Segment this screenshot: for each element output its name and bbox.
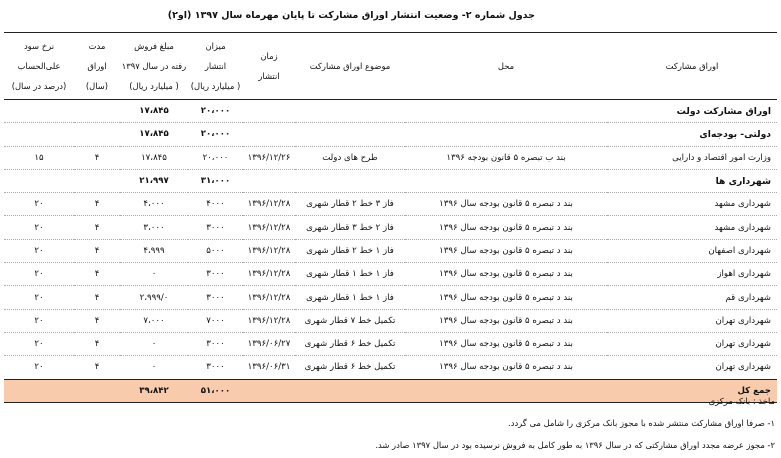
cell-name: شهرداری مشهد bbox=[607, 193, 777, 216]
cell-rate: ۲۰ bbox=[4, 286, 74, 309]
header-amount-line2: انتشار bbox=[204, 61, 227, 71]
table-row bbox=[4, 332, 777, 355]
total-rate bbox=[4, 379, 74, 402]
total-row bbox=[4, 379, 777, 402]
cell-rate: ۲۰ bbox=[4, 239, 74, 262]
cell-rate: ۲۰ bbox=[4, 332, 74, 355]
cell-subject: فاز ۱ خط ۱ قطار شهری bbox=[295, 286, 405, 309]
table-row bbox=[4, 263, 777, 286]
cell-rate: ۲۰ bbox=[4, 309, 74, 332]
cell-name: شهرداری قم bbox=[607, 286, 777, 309]
cell-location bbox=[405, 100, 607, 123]
cell-amount: ۴۰۰۰ bbox=[188, 193, 243, 216]
group-row bbox=[4, 123, 777, 146]
cell-amount: ۲۰،۰۰۰ bbox=[188, 100, 243, 123]
total-sales: ۳۹،۸۴۲ bbox=[120, 379, 188, 402]
cell-amount: ۲۰،۰۰۰ bbox=[188, 146, 243, 169]
cell-amount: ۳۰۰۰ bbox=[188, 356, 243, 379]
cell-amount: ۳۰۰۰ bbox=[188, 332, 243, 355]
header-sales-line3: ( میلیارد ریال) bbox=[129, 81, 179, 91]
header-term-line2: اوراق bbox=[87, 61, 107, 71]
group-row bbox=[4, 100, 777, 123]
cell-sales: ۳،۰۰۰ bbox=[120, 216, 188, 239]
header-row bbox=[4, 33, 777, 100]
cell-sales: ۷،۰۰۰ bbox=[120, 309, 188, 332]
header-term-line3: (سال) bbox=[85, 81, 109, 91]
cell-time: ۱۳۹۶/۱۲/۲۸ bbox=[243, 263, 295, 286]
cell-name: وزارت امور اقتصاد و دارایی bbox=[607, 146, 777, 169]
total-label: جمع کل bbox=[607, 379, 777, 402]
header-amount-line1: میزان bbox=[205, 41, 226, 51]
table-row bbox=[4, 286, 777, 309]
cell-term bbox=[74, 100, 120, 123]
table-body bbox=[4, 100, 777, 380]
cell-name: دولتی- بودجه‌ای bbox=[607, 123, 777, 146]
cell-sales: ۲۱،۹۹۷ bbox=[120, 169, 188, 192]
total-time bbox=[243, 379, 295, 402]
table-title: جدول شماره ۲- وضعیت انتشار اوراق مشارکت تا پایان مهرماه سال ۱۳۹۷ (او۲) bbox=[167, 10, 535, 21]
table-row bbox=[4, 309, 777, 332]
header-sales bbox=[120, 33, 188, 100]
header-amount bbox=[188, 33, 243, 100]
cell-rate: ۲۰ bbox=[4, 216, 74, 239]
header-time-line1: زمان bbox=[260, 51, 278, 61]
header-term bbox=[74, 33, 120, 100]
cell-subject: فاز ۲ خط ۳ قطار شهری bbox=[295, 216, 405, 239]
cell-time bbox=[243, 100, 295, 123]
cell-sales: ۱۷،۸۴۵ bbox=[120, 146, 188, 169]
cell-sales: ۱۷،۸۴۵ bbox=[120, 100, 188, 123]
header-sales-line2: رفته در سال ۱۳۹۷ bbox=[121, 61, 187, 71]
cell-name: شهرداری تهران bbox=[607, 309, 777, 332]
header-term-line1: مدت bbox=[88, 41, 106, 51]
cell-term: ۴ bbox=[74, 309, 120, 332]
cell-term: ۴ bbox=[74, 332, 120, 355]
header-amount-line3: ( میلیارد ریال) bbox=[190, 81, 241, 91]
cell-name: شهرداری اصفهان bbox=[607, 239, 777, 262]
cell-subject bbox=[295, 123, 405, 146]
cell-sales: ۴،۰۰۰ bbox=[120, 193, 188, 216]
cell-amount: ۲۰،۰۰۰ bbox=[188, 123, 243, 146]
source-note: ماخذ : بانک مرکزی bbox=[708, 396, 775, 406]
cell-name: شهرداری تهران bbox=[607, 356, 777, 379]
cell-rate: ۲۰ bbox=[4, 193, 74, 216]
header-location bbox=[405, 33, 607, 100]
cell-sales: ۱۷،۸۴۵ bbox=[120, 123, 188, 146]
header-rate-line3: (درصد در سال) bbox=[11, 81, 67, 91]
cell-sales: ۰ bbox=[120, 356, 188, 379]
header-rate-line2: علی‌الحساب bbox=[17, 61, 61, 71]
cell-rate: ۱۵ bbox=[4, 146, 74, 169]
cell-time: ۱۳۹۶/۰۶/۲۷ bbox=[243, 332, 295, 355]
header-rate bbox=[4, 33, 74, 100]
total-term bbox=[74, 379, 120, 402]
cell-subject: فاز ۱ خط ۱ قطار شهری bbox=[295, 263, 405, 286]
cell-sales: ۰ bbox=[120, 332, 188, 355]
cell-rate: ۲۰ bbox=[4, 263, 74, 286]
cell-sales: ۰ bbox=[120, 263, 188, 286]
cell-time: ۱۳۹۶/۱۲/۲۸ bbox=[243, 216, 295, 239]
cell-name: شهرداری ها bbox=[607, 169, 777, 192]
group-row bbox=[4, 169, 777, 192]
cell-subject: تکمیل خط ۶ قطار شهری bbox=[295, 332, 405, 355]
footnote-2: ۲- مجوز عرضه مجدد اوراق مشارکتی که در سال ۱۳۹۶ به طور کامل به فروش نرسیده بود در سال ۱۳۹۷ صادر شد. bbox=[375, 440, 775, 450]
cell-location bbox=[405, 169, 607, 192]
cell-sales: ۲،۹۹۹/۰ bbox=[120, 286, 188, 309]
cell-term: ۴ bbox=[74, 193, 120, 216]
cell-amount: ۵۰۰۰ bbox=[188, 239, 243, 262]
cell-rate bbox=[4, 169, 74, 192]
cell-amount: ۷۰۰۰ bbox=[188, 309, 243, 332]
cell-term: ۴ bbox=[74, 286, 120, 309]
cell-time: ۱۳۹۶/۱۲/۲۸ bbox=[243, 286, 295, 309]
cell-location: بند ب تبصره ۵ قانون بودجه ۱۳۹۶ bbox=[405, 146, 607, 169]
cell-time: ۱۳۹۶/۱۲/۲۶ bbox=[243, 146, 295, 169]
cell-location: بند د تبصره ۵ قانون بودجه سال ۱۳۹۶ bbox=[405, 216, 607, 239]
cell-location: بند د تبصره ۵ قانون بودجه سال ۱۳۹۶ bbox=[405, 263, 607, 286]
cell-term: ۴ bbox=[74, 263, 120, 286]
cell-location bbox=[405, 123, 607, 146]
cell-name: شهرداری مشهد bbox=[607, 216, 777, 239]
cell-subject bbox=[295, 100, 405, 123]
cell-location: بند د تبصره ۵ قانون بودجه سال ۱۳۹۶ bbox=[405, 239, 607, 262]
table-row bbox=[4, 193, 777, 216]
total-amount: ۵۱،۰۰۰ bbox=[188, 379, 243, 402]
cell-location: بند د تبصره ۵ قانون بودجه سال ۱۳۹۶ bbox=[405, 309, 607, 332]
cell-name: شهرداری اهواز bbox=[607, 263, 777, 286]
cell-rate bbox=[4, 123, 74, 146]
cell-time: ۱۳۹۶/۰۶/۳۱ bbox=[243, 356, 295, 379]
header-location-label: محل bbox=[497, 61, 515, 71]
header-time bbox=[243, 33, 295, 100]
cell-term: ۴ bbox=[74, 356, 120, 379]
cell-term: ۴ bbox=[74, 216, 120, 239]
cell-term: ۴ bbox=[74, 239, 120, 262]
cell-subject: تکمیل خط ۷ قطار شهری bbox=[295, 309, 405, 332]
cell-amount: ۳۰۰۰ bbox=[188, 263, 243, 286]
header-time-line2: انتشار bbox=[258, 71, 280, 81]
cell-amount: ۳۰۰۰ bbox=[188, 216, 243, 239]
table-row bbox=[4, 146, 777, 169]
cell-location: بند د تبصره ۵ قانون بودجه سال ۱۳۹۶ bbox=[405, 193, 607, 216]
footnote-1: ۱- صرفا اوراق مشارکت منتشر شده با مجوز بانک مرکزی را شامل می گردد. bbox=[508, 418, 775, 428]
cell-amount: ۳۰۰۰ bbox=[188, 286, 243, 309]
cell-time: ۱۳۹۶/۱۲/۲۸ bbox=[243, 193, 295, 216]
cell-time bbox=[243, 123, 295, 146]
cell-subject: طرح های دولت bbox=[295, 146, 405, 169]
cell-name: اوراق مشارکت دولت bbox=[607, 100, 777, 123]
cell-sales: ۴،۹۹۹ bbox=[120, 239, 188, 262]
cell-subject: فاز ۱ خط ۲ قطار شهری bbox=[295, 239, 405, 262]
cell-subject bbox=[295, 169, 405, 192]
table-row bbox=[4, 216, 777, 239]
header-sales-line1: مبلغ فروش bbox=[134, 41, 174, 51]
cell-term: ۴ bbox=[74, 146, 120, 169]
cell-location: بند د تبصره ۵ قانون بودجه سال ۱۳۹۶ bbox=[405, 332, 607, 355]
cell-location: بند د تبصره ۵ قانون بودجه سال ۱۳۹۶ bbox=[405, 356, 607, 379]
cell-amount: ۳۱،۰۰۰ bbox=[188, 169, 243, 192]
cell-location: بند د تبصره ۵ قانون بودجه سال ۱۳۹۶ bbox=[405, 286, 607, 309]
bonds-table bbox=[4, 32, 777, 403]
cell-name: شهرداری تهران bbox=[607, 332, 777, 355]
cell-rate bbox=[4, 100, 74, 123]
cell-term bbox=[74, 123, 120, 146]
header-bond bbox=[607, 33, 777, 100]
total-subject bbox=[295, 379, 405, 402]
cell-subject: تکمیل خط ۶ قطار شهری bbox=[295, 356, 405, 379]
table-row bbox=[4, 356, 777, 379]
cell-subject: فاز ۳ خط ۲ قطار شهری bbox=[295, 193, 405, 216]
header-bond-label: اوراق مشارکت bbox=[665, 61, 719, 71]
cell-term bbox=[74, 169, 120, 192]
cell-rate: ۲۰ bbox=[4, 356, 74, 379]
header-rate-line1: نرخ سود bbox=[23, 41, 55, 51]
cell-time: ۱۳۹۶/۱۲/۲۸ bbox=[243, 239, 295, 262]
table-row bbox=[4, 239, 777, 262]
header-subject-label: موضوع اوراق مشارکت bbox=[309, 61, 391, 71]
cell-time bbox=[243, 169, 295, 192]
cell-time: ۱۳۹۶/۱۲/۲۸ bbox=[243, 309, 295, 332]
total-location bbox=[405, 379, 607, 402]
header-subject bbox=[295, 33, 405, 100]
